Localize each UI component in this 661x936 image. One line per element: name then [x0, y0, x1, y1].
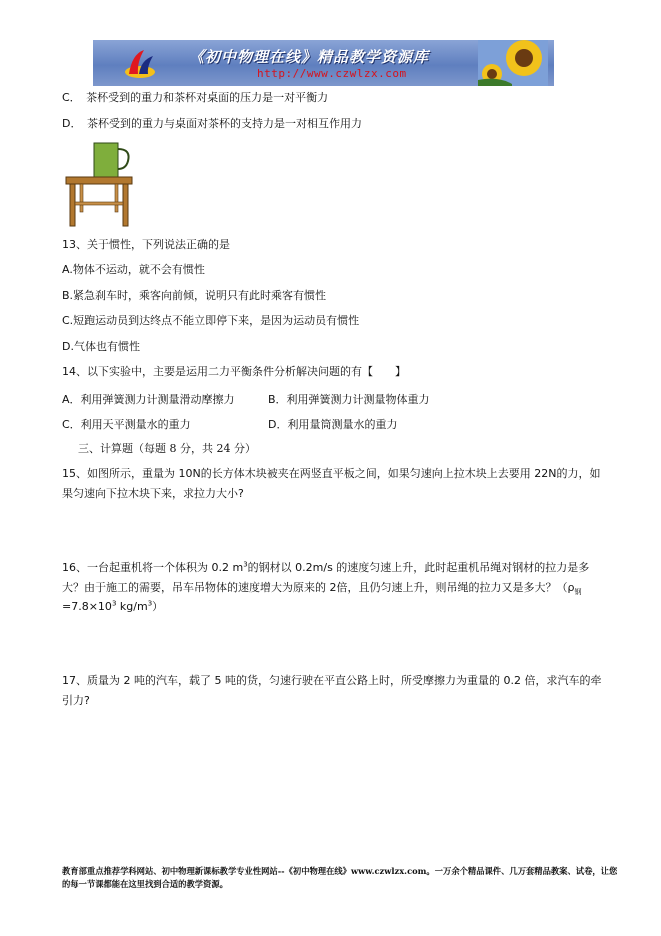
- header-banner: [93, 40, 554, 86]
- q15-text: 15、如图所示，重量为 10N的长方体木块被夹在两竖直平板之间，如果匀速向上拉木块上去要用 22N的力，如果匀速向下拉木块下来，求拉力大小?: [62, 467, 601, 500]
- q14-option-d: D．利用量筒测量水的重力: [268, 418, 398, 431]
- q13-option-c: C.短跑运动员到达终点不能立即停下来，是因为运动员有惯性: [62, 314, 360, 327]
- banner-title: 《初中物理在线》精品教学资源库: [189, 48, 430, 66]
- q13-option-b: B.紧急刹车时，乘客向前倾，说明只有此时乘客有惯性: [62, 289, 327, 302]
- q12-option-c: C． 茶杯受到的重力和茶杯对桌面的压力是一对平衡力: [62, 91, 329, 104]
- banner-url: http://www.czwlzx.com: [257, 67, 407, 80]
- cup-on-table-figure: [64, 140, 134, 228]
- q13-stem: 13、关于惯性，下列说法正确的是: [62, 238, 230, 251]
- q14-option-a: A．利用弹簧测力计测量滑动摩擦力: [62, 393, 235, 406]
- q16-part-e: ）: [152, 600, 164, 613]
- q16-sup-3: 3: [147, 599, 153, 608]
- q12-option-d: D． 茶杯受到的重力与桌面对茶杯的支持力是一对相互作用力: [62, 117, 362, 130]
- q16-part-c: =7.8×10: [62, 600, 112, 613]
- sunflower-image: [478, 40, 548, 86]
- q16-sup-1: 3: [243, 560, 248, 569]
- q16-part-d: kg/m: [116, 600, 148, 613]
- q13-option-d: D.气体也有惯性: [62, 340, 140, 353]
- q14-option-b: B．利用弹簧测力计测量物体重力: [268, 393, 430, 406]
- page-footer: 教育部重点推荐学科网站、初中物理新课标教学专业性网站--《初中物理在线》www.czwlzx.com。一万余个精品课件、几万套精品教案、试卷，让您的每一节课都能在这里找到合适的教学资源。: [62, 866, 618, 889]
- q16-part-b: 的钢材以 0.2m/s 的速度匀速上升，此时起重机吊绳对钢材的拉力是多大？由于施工的需要，吊车吊物体的速度增大为原来的 2倍，且仍匀速上升，则吊绳的拉力又是多大？（ρ: [62, 561, 590, 594]
- section-3-heading: 三、计算题（每题 8 分，共 24 分）: [78, 442, 256, 455]
- site-logo-icon: [123, 48, 157, 80]
- q16-part-a: 16、一台起重机将一个体积为 0.2 m: [62, 561, 244, 574]
- q14-stem: 14、以下实验中，主要是运用二力平衡条件分析解决问题的有【 】: [62, 365, 406, 378]
- q13-option-a: A.物体不运动，就不会有惯性: [62, 263, 205, 276]
- q16-text: [62, 558, 602, 617]
- q16-sub-1: 钢: [574, 587, 582, 596]
- q14-option-c: C．利用天平测量水的重力: [62, 418, 191, 431]
- q16-sup-2: 3: [111, 599, 117, 608]
- q17-text: 17、质量为 2 吨的汽车，载了 5 吨的货，匀速行驶在平直公路上时，所受摩擦力为重量的 0.2 倍，求汽车的牵引力?: [62, 674, 602, 707]
